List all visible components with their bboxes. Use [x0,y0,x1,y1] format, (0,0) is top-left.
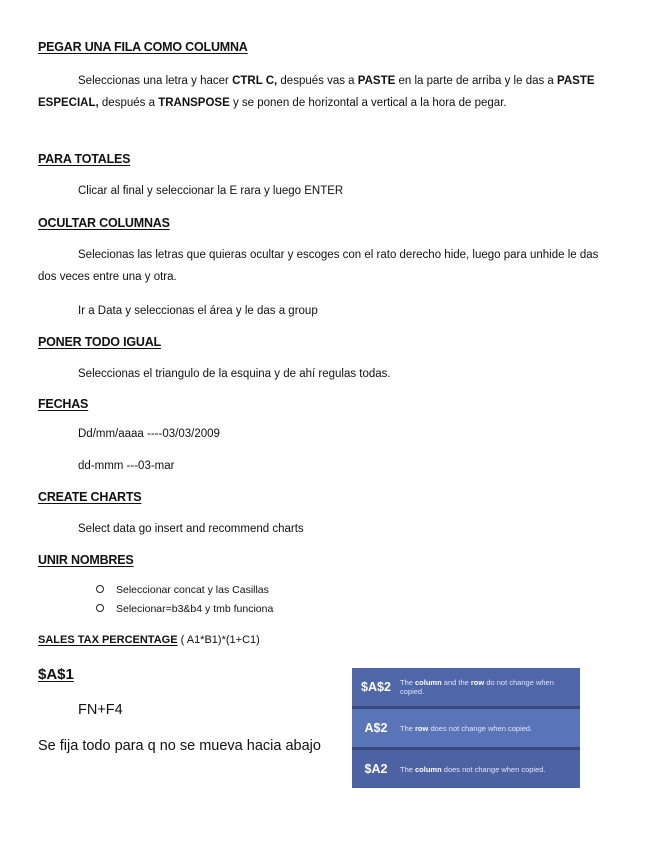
paragraph-igual: Seleccionas el triangulo de la esquina y de ahí regulas todas. [78,368,391,380]
sales-tax-line [38,634,260,646]
heading-charts: CREATE CHARTS [38,490,142,504]
heading-sales-tax: SALES TAX PERCENTAGE [38,634,178,646]
reference-label: $A$2 [361,680,391,694]
heading-pegar: PEGAR UNA FILA COMO COLUMNA [38,40,248,54]
heading-absolute-ref: $A$1 [38,666,74,683]
reference-description: The column does not change when copied. [400,764,546,774]
sales-tax-formula: ( A1*B1)*(1+C1) [177,634,260,646]
heading-ocultar: OCULTAR COLUMNAS [38,216,170,230]
reference-label: A$2 [364,721,388,735]
heading-igual: PONER TODO IGUAL [38,335,161,349]
absolute-shortcut: FN+F4 [78,702,123,718]
fechas-line-2: dd-mmm ---03-mar [78,460,175,472]
table-row [352,709,580,747]
absolute-reference-table [352,668,580,788]
table-row [352,750,580,788]
heading-fechas: FECHAS [38,397,89,411]
reference-description: The column and the row do not change when copied. [400,678,554,696]
paragraph-pegar: Seleccionas una letra y hacer CTRL C, después vas a PASTE en la parte de arriba y le das a PASTE ESPECIAL, después a TRANSPOSE y se ponen de horizontal a vertical a la hora de pegar. [38,75,595,109]
reference-label: $A2 [364,762,388,776]
reference-description: The row does not change when copied. [400,723,533,733]
list-item: Selecionar=b3&b4 y tmb funciona [96,600,273,619]
paragraph-charts: Select data go insert and recommend charts [78,523,304,535]
table-row [352,668,580,706]
list-item: Seleccionar concat y las Casillas [96,581,273,600]
absolute-description: Se fija todo para q no se mueva hacia abajo [38,738,321,754]
bullet-circle-icon [96,604,104,612]
bullet-circle-icon [96,585,104,593]
paragraph-ocultar-1: Selecionas las letras que quieras ocultar y escoges con el rato derecho hide, luego para unhide le das dos veces entre una y otra. [38,249,599,283]
paragraph-ocultar-2: Ir a Data y seleccionas el área y le das a group [78,305,318,317]
heading-unir: UNIR NOMBRES [38,553,134,567]
fechas-line-1: Dd/mm/aaaa ----03/03/2009 [78,428,220,440]
heading-totales: PARA TOTALES [38,152,131,166]
paragraph-totales: Clicar al final y seleccionar la E rara y luego ENTER [78,185,344,197]
unir-bullet-list [96,581,273,619]
